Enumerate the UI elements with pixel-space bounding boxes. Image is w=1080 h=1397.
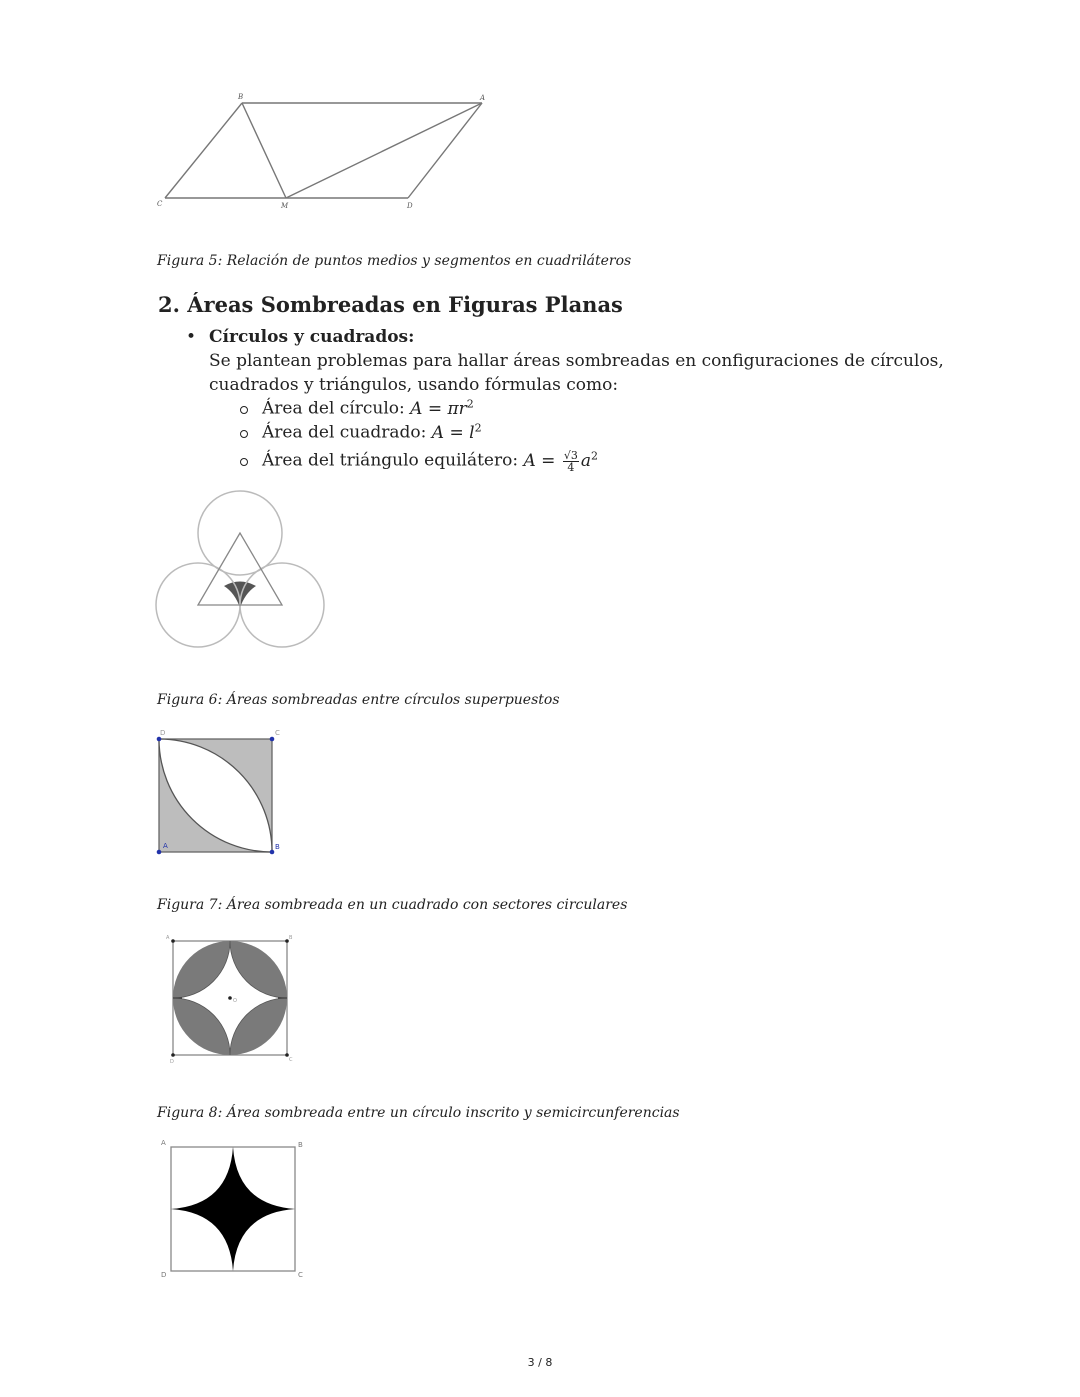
figure-7-caption: Figura 7: Área sombreada en un cuadrado con sectores circulares: [157, 897, 628, 913]
point-label-d: D: [161, 1271, 167, 1279]
point-label-d: D: [407, 202, 413, 210]
point-label-c: C: [275, 729, 280, 737]
figure-5-caption: Figura 5: Relación de puntos medios y segmentos en cuadriláteros: [157, 253, 632, 269]
bullet-text: Se plantean problemas para hallar áreas sombreadas en configuraciones de círculos, cuadrados y triángulos, usando fórmulas como:: [209, 351, 944, 395]
bullet-heading: Círculos y cuadrados:: [209, 327, 415, 347]
point-label-c: C: [157, 200, 163, 208]
point-label-a: A: [166, 935, 170, 941]
point-label-o: O: [233, 998, 237, 1004]
point-label-b: B: [275, 843, 280, 851]
point-label-b: B: [238, 93, 244, 101]
formula-label: Área del círculo:: [262, 398, 411, 419]
bullet-dot-icon: •: [186, 327, 197, 347]
page-number: 3 / 8: [527, 1356, 553, 1369]
point-label-a: A: [480, 94, 486, 102]
sub-bullet-icon: [240, 406, 248, 414]
figure-5-parallelogram: [150, 88, 500, 213]
figure-6-three-circles: [150, 485, 330, 655]
point-label-m: M: [281, 202, 289, 210]
figure-9-star-square: [155, 1135, 310, 1280]
sub-bullet-icon: [240, 430, 248, 438]
point-label-a: A: [163, 842, 168, 850]
figure-8-caption: Figura 8: Área sombreada entre un círculo inscrito y semicircunferencias: [157, 1105, 680, 1121]
section-title: 2. Áreas Sombreadas en Figuras Planas: [158, 292, 623, 317]
formula-circle-math: $A = \pi r^2$: [410, 397, 474, 419]
figure-8-inscribed-circle: [160, 932, 300, 1064]
point-label-c: C: [289, 1057, 293, 1063]
point-label-d: D: [160, 729, 166, 737]
formula-label: Área del cuadrado:: [262, 422, 432, 443]
point-label-c: C: [298, 1271, 303, 1279]
figure-6-caption: Figura 6: Áreas sombreadas entre círculos superpuestos: [157, 692, 560, 708]
point-label-b: B: [289, 935, 293, 941]
figure-7-square-sectors: [150, 725, 290, 860]
formula-square-math: $A = l^2$: [431, 421, 482, 443]
formula-triangle-math: A = $\frac{√3}{4}$ $a^2$: [523, 448, 598, 474]
point-label-d: D: [170, 1059, 174, 1064]
point-label-a: A: [161, 1139, 166, 1147]
point-label-b: B: [298, 1141, 303, 1149]
sub-bullet-icon: [240, 458, 248, 466]
formula-label: Área del triángulo equilátero:: [262, 450, 524, 471]
